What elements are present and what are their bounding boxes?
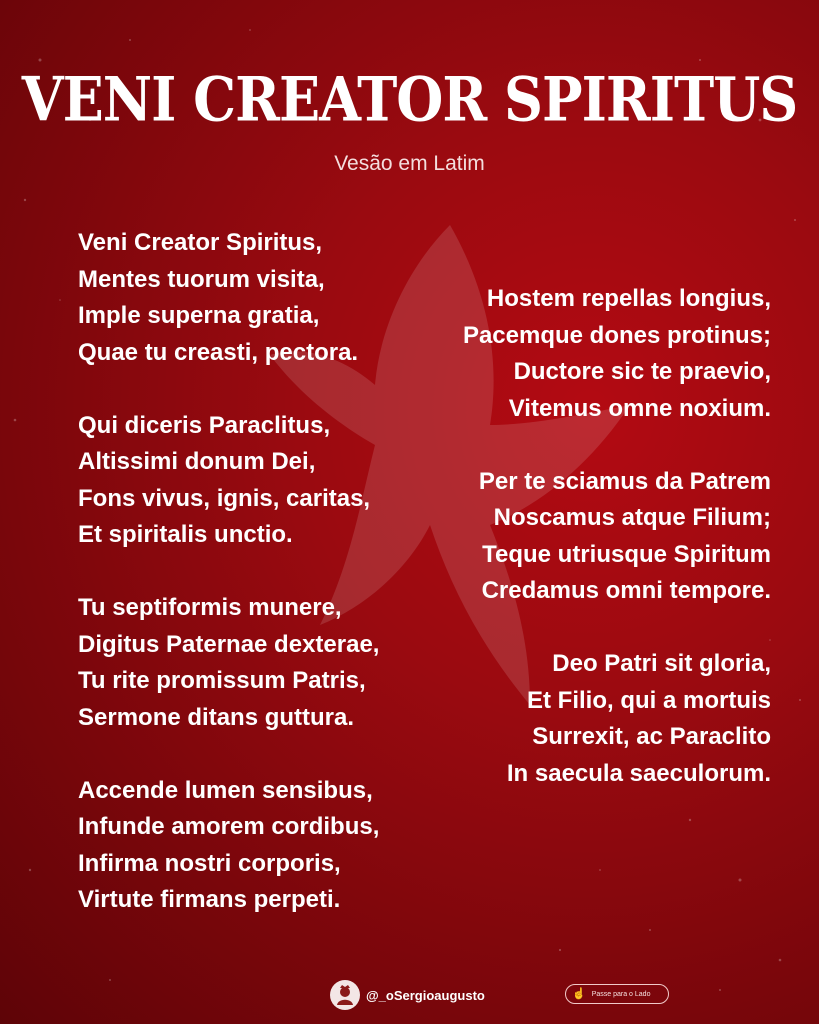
hand-swipe-icon: ☝ [572, 987, 586, 1000]
stanza [463, 464, 771, 610]
verse-line: Tu septiformis munere, [78, 594, 342, 621]
verse-line: Ductore sic te praevio, [513, 358, 771, 385]
right-verse-column [463, 281, 771, 829]
verse-line: Surrexit, ac Paraclito [532, 723, 771, 750]
verse-line: In saecula saeculorum. [506, 759, 771, 787]
page-title: VENI CREATOR SPIRITUS [21, 63, 798, 135]
verse-line: Et Filio, qui a mortuis [526, 686, 771, 714]
portrait-logo-icon [330, 980, 360, 1010]
stanza [78, 225, 379, 371]
stanza [78, 590, 379, 736]
verse-line: Sermone ditans guttura. [78, 703, 355, 731]
verse-line: Veni Creator Spiritus, [78, 229, 323, 256]
verse-line: Vitemus omne noxium. [508, 394, 771, 422]
stanza [78, 773, 379, 919]
verse-line: Mentes tuorum visita, [78, 265, 325, 293]
verse-line: Fons vivus, ignis, caritas, [78, 484, 371, 512]
author-handle[interactable] [330, 978, 485, 1012]
verse-line: Noscamus atque Filium; [493, 504, 771, 531]
verse-line: Pacemque dones protinus; [462, 321, 771, 349]
verse-line: Teque utriusque Spiritum [482, 540, 771, 568]
author-username: @_oSergioaugusto [366, 987, 485, 1003]
verse-line: Virtute firmans perpeti. [78, 886, 341, 913]
verse-line: Qui diceris Paraclitus, [78, 411, 331, 439]
verse-line: Digitus Paternae dexterae, [78, 630, 380, 658]
swipe-label: Passe para o Lado [591, 990, 651, 998]
stanza [463, 281, 771, 427]
verse-line: Hostem repellas longius, [486, 285, 771, 312]
verse-line: Tu rite promissum Patris, [78, 667, 366, 694]
left-verse-column [78, 225, 379, 955]
verse-line: Infunde amorem cordibus, [78, 813, 380, 840]
verse-line: Accende lumen sensibus, [78, 776, 373, 804]
stanza [78, 408, 379, 554]
verse-line: Credamus omni tempore. [481, 577, 771, 604]
stanza [463, 646, 771, 792]
verse-line: Per te sciamus da Patrem [478, 467, 771, 495]
page-subtitle: Vesão em Latim [334, 152, 485, 175]
verse-line: Altissimi donum Dei, [78, 448, 316, 475]
verse-line: Imple superna gratia, [78, 302, 320, 329]
verse-line: Infirma nostri corporis, [78, 849, 341, 877]
verse-line: Et spiritalis unctio. [78, 521, 293, 548]
swipe-next-button[interactable] [565, 984, 669, 1004]
verse-line: Quae tu creasti, pectora. [78, 338, 359, 366]
verse-line: Deo Patri sit gloria, [552, 650, 771, 677]
